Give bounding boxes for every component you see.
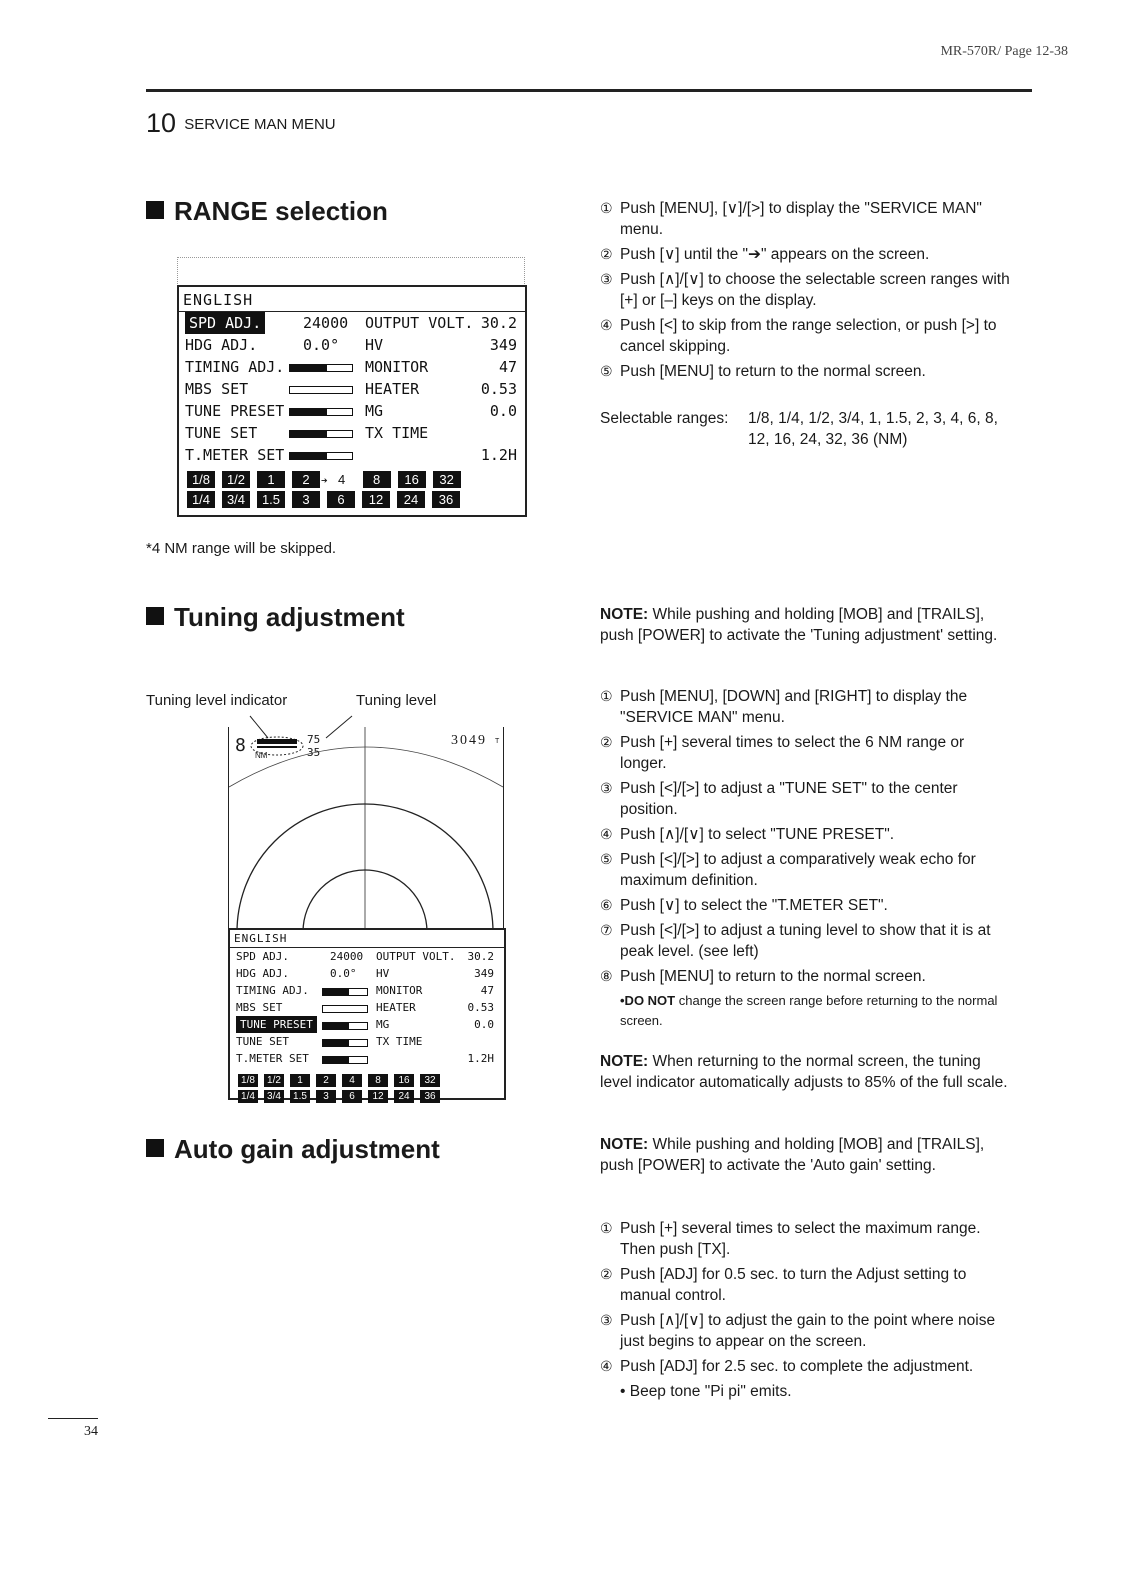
panel-row-right-value: 349 — [474, 967, 494, 980]
range-key-32: 32 — [433, 471, 461, 488]
radar-rings-graphic — [229, 727, 503, 932]
range-key-1.5: 1.5 — [257, 491, 285, 508]
range-step-1: ① Push [MENU], [∨]/[>] to display the "SERVICE MAN" menu. — [600, 200, 982, 238]
range-key-1-2: 1/2 — [264, 1074, 284, 1087]
range-key-12: 12 — [362, 491, 390, 508]
tuning-step-2: ② Push [+] several times to select the 6 NM range or longer. — [600, 734, 965, 772]
document-reference: MR-570R/ Page 12-38 — [940, 44, 1068, 59]
autogain-sub-note: • Beep tone "Pi pi" emits. — [620, 1383, 792, 1400]
panel-row-value: 0.0° — [330, 967, 357, 980]
page-number: 34 — [84, 1424, 98, 1439]
range-key-24: 24 — [397, 491, 425, 508]
panel-row-right-value: 1.2H — [480, 446, 517, 464]
tuning-note — [600, 604, 1012, 646]
range-step-4: ④ Push [<] to skip from the range selection, or push [>] to cancel skipping. — [600, 317, 997, 355]
panel-row-right-value: 30.2 — [480, 314, 517, 332]
panel-row-right-label: HEATER — [365, 380, 420, 398]
panel-row-label: HDG ADJ. — [185, 336, 258, 354]
range-heading: RANGE selection — [146, 196, 388, 227]
tuning-step-5: ⑤ Push [<]/[>] to adjust a comparatively weak echo for maximum definition. — [600, 851, 976, 889]
panel-row-right-label: OUTPUT VOLT. — [376, 950, 456, 963]
panel-row-right-label: HV — [376, 967, 390, 980]
tuning-settings-panel — [228, 928, 506, 1100]
scope-range-unit: NM — [255, 751, 268, 760]
panel-row-label: TIMING ADJ. — [185, 358, 285, 376]
panel-row-right-value: 0.53 — [467, 1001, 494, 1014]
panel-row — [179, 444, 525, 466]
tuning-note-2-text: When returning to the normal screen, the tuning level indicator automatically adjusts to 85% of the full scale. — [600, 1053, 1008, 1091]
range-step-3: ③ Push [∧]/[∨] to choose the selectable screen ranges with [+] or [–] keys on the display. — [600, 271, 1010, 309]
range-key-1-2: 1/2 — [222, 471, 250, 488]
panel-row-level-bar — [289, 452, 353, 460]
level-bar-fill — [290, 453, 327, 459]
autogain-note-text: While pushing and holding [MOB] and [TRAILS], push [POWER] to activate the 'Auto gain' setting. — [600, 1136, 985, 1174]
panel-language: ENGLISH — [230, 930, 504, 948]
tuning-step-4: ④ Push [∧]/[∨] to select "TUNE PRESET". — [600, 826, 895, 843]
panel-row-level-bar — [289, 386, 353, 394]
selectable-ranges-values: 1/8, 1/4, 1/2, 3/4, 1, 1.5, 2, 3, 4, 6, 8, 12, 16, 24, 32, 36 (NM) — [748, 410, 998, 448]
autogain-heading: Auto gain adjustment — [146, 1134, 440, 1165]
panel-row-right-value: 30.2 — [467, 950, 494, 963]
range-key-16: 16 — [394, 1074, 414, 1087]
chapter-title: SERVICE MAN MENU — [184, 116, 336, 133]
range-key-8: 8 — [363, 471, 391, 488]
scope-tuning-level-bottom: 35 — [307, 746, 321, 759]
range-key-4: 4 — [342, 1074, 362, 1087]
panel-row-label: TUNE SET — [185, 424, 258, 442]
panel-row — [230, 1016, 504, 1033]
tuning-warning — [600, 991, 1012, 1031]
panel-row-level-bar — [289, 364, 353, 372]
range-key-32: 32 — [420, 1074, 440, 1087]
panel-row — [179, 356, 525, 378]
range-key-1-8: 1/8 — [187, 471, 215, 488]
panel-row — [230, 982, 504, 999]
autogain-note-label: NOTE: — [600, 1136, 649, 1153]
scope-bearing-unit: T — [495, 738, 500, 745]
panel-row-level-bar — [322, 1005, 368, 1013]
range-step-5: ⑤ Push [MENU] to return to the normal screen. — [600, 363, 926, 380]
autogain-step-4: ④ Push [ADJ] for 2.5 sec. to complete the adjustment. — [600, 1358, 974, 1375]
autogain-note — [600, 1134, 1012, 1176]
panel-row-label: TUNE SET — [236, 1035, 289, 1048]
tuning-step-3: ③ Push [<]/[>] to adjust a "TUNE SET" to the center position. — [600, 780, 958, 818]
range-key-1-8: 1/8 — [238, 1074, 258, 1087]
panel-row-right-label: OUTPUT VOLT. — [365, 314, 474, 332]
range-key-36: 36 — [420, 1090, 440, 1103]
panel-row-level-bar — [322, 988, 368, 996]
panel-row — [230, 965, 504, 982]
chapter-heading — [146, 108, 336, 139]
panel-row-label: HDG ADJ. — [236, 967, 289, 980]
level-bar-fill — [323, 1057, 349, 1063]
panel-row-value: 24000 — [330, 950, 364, 963]
range-button-row — [179, 490, 525, 508]
tuning-note-2 — [600, 1051, 1012, 1093]
tuning-warning-text: change the screen range before returning to the normal screen. — [620, 993, 998, 1028]
range-key-16: 16 — [398, 471, 426, 488]
panel-row-right-label: HEATER — [376, 1001, 416, 1014]
panel-row-right-value: 0.0 — [489, 402, 517, 420]
range-key-8: 8 — [368, 1074, 388, 1087]
bullet-square-icon — [146, 607, 164, 625]
panel-row-label: SPD ADJ. — [236, 950, 289, 963]
range-key-1: 1 — [290, 1074, 310, 1087]
tuning-steps — [600, 686, 1012, 1093]
range-key-3: 3 — [316, 1090, 336, 1103]
chapter-number: 10 — [146, 108, 177, 138]
range-key-24: 24 — [394, 1090, 414, 1103]
panel-row — [230, 948, 504, 965]
panel-row — [230, 999, 504, 1016]
panel-language: ENGLISH — [179, 287, 525, 312]
level-bar-fill — [290, 431, 327, 437]
panel-row — [230, 1050, 504, 1067]
scope-bearing: 3049 — [451, 733, 487, 748]
panel-row-right-value: 0.0 — [474, 1018, 494, 1031]
autogain-step-2: ② Push [ADJ] for 0.5 sec. to turn the Adjust setting to manual control. — [600, 1266, 967, 1304]
footer-rule — [48, 1418, 98, 1419]
panel-row-right-label: MONITOR — [365, 358, 429, 376]
tuning-step-6: ⑥ Push [∨] to select the "T.METER SET". — [600, 897, 888, 914]
panel-row-label: T.METER SET — [236, 1052, 309, 1065]
panel-row-value: 0.0° — [303, 336, 340, 354]
level-bar-fill — [290, 409, 327, 415]
range-step-2: ② Push [∨] until the "➔" appears on the screen. — [600, 246, 930, 263]
panel-row-label: MBS SET — [185, 380, 249, 398]
range-settings-panel — [177, 285, 527, 517]
header-rule — [146, 89, 1032, 92]
panel-row-right-label: HV — [365, 336, 384, 354]
range-key-1: 1 — [257, 471, 285, 488]
range-footnote: *4 NM range will be skipped. — [146, 540, 337, 557]
bullet-square-icon — [146, 1139, 164, 1157]
tuning-level-indicator-label: Tuning level indicator — [146, 692, 288, 709]
range-key-36: 36 — [432, 491, 460, 508]
panel-row — [179, 312, 525, 334]
tuning-heading: Tuning adjustment — [146, 602, 405, 633]
autogain-step-1: ① Push [+] several times to select the maximum range. Then push [TX]. — [600, 1220, 981, 1258]
range-key-2: 2 — [292, 471, 320, 488]
panel-row — [179, 422, 525, 444]
panel-row — [179, 334, 525, 356]
panel-row — [179, 378, 525, 400]
panel-row-right-label: TX TIME — [376, 1035, 423, 1048]
level-bar-fill — [323, 1040, 349, 1046]
selectable-ranges — [600, 408, 1012, 450]
range-key-6: 6 — [342, 1090, 362, 1103]
range-key-12: 12 — [368, 1090, 388, 1103]
skip-arrow-icon: ➔ — [321, 474, 328, 487]
autogain-steps — [600, 1218, 1012, 1402]
level-bar-fill — [290, 365, 327, 371]
selectable-ranges-label: Selectable ranges: — [600, 410, 729, 427]
panel-row-label: T.METER SET — [185, 446, 285, 464]
panel-row-right-value: 0.53 — [480, 380, 517, 398]
tuning-note-label: NOTE: — [600, 606, 649, 623]
panel-row-level-bar — [322, 1039, 368, 1047]
range-key-4-skipped: 4 — [338, 472, 346, 487]
range-button-row — [230, 1073, 504, 1087]
range-steps — [600, 198, 1012, 450]
range-key-6: 6 — [327, 491, 355, 508]
range-key-3: 3 — [292, 491, 320, 508]
panel-row-right-value: 1.2H — [467, 1052, 494, 1065]
level-bar-fill — [323, 989, 349, 995]
panel-row-value: 24000 — [303, 314, 349, 332]
level-bar-fill — [323, 1023, 349, 1029]
panel-row-level-bar — [322, 1056, 368, 1064]
bullet-square-icon — [146, 201, 164, 219]
range-key-3-4: 3/4 — [264, 1090, 284, 1103]
panel-row-right-label: TX TIME — [365, 424, 429, 442]
panel-row-level-bar — [322, 1022, 368, 1030]
panel-row-level-bar — [289, 408, 353, 416]
range-button-row — [179, 470, 525, 488]
panel-row-label: TIMING ADJ. — [236, 984, 309, 997]
range-panel-header-area — [177, 257, 525, 288]
scope-range: 8 — [235, 735, 246, 756]
autogain-step-3: ③ Push [∧]/[∨] to adjust the gain to the point where noise just begins to appear on the screen. — [600, 1312, 996, 1350]
tuning-step-7: ⑦ Push [<]/[>] to adjust a tuning level to show that it is at peak level. (see left) — [600, 922, 991, 960]
tuning-step-1: ① Push [MENU], [DOWN] and [RIGHT] to display the "SERVICE MAN" menu. — [600, 688, 968, 726]
range-key-1-4: 1/4 — [238, 1090, 258, 1103]
panel-row-label: TUNE PRESET — [236, 1016, 317, 1033]
tuning-warning-label: •DO NOT — [620, 993, 676, 1008]
panel-row-right-value: 349 — [489, 336, 517, 354]
panel-row-level-bar — [289, 430, 353, 438]
panel-row — [230, 1033, 504, 1050]
panel-row-right-value: 47 — [498, 358, 517, 376]
scope-tuning-level-top: 75 — [307, 733, 321, 746]
panel-row-right-label: MG — [365, 402, 384, 420]
panel-row-right-value: 47 — [480, 984, 494, 997]
panel-row-label: TUNE PRESET — [185, 402, 285, 420]
panel-row — [179, 400, 525, 422]
tuning-note-2-label: NOTE: — [600, 1053, 649, 1070]
range-key-3-4: 3/4 — [222, 491, 250, 508]
range-key-2: 2 — [316, 1074, 336, 1087]
radar-scope — [228, 727, 504, 932]
tuning-note-text: While pushing and holding [MOB] and [TRAILS], push [POWER] to activate the 'Tuning adjustment' setting. — [600, 606, 998, 644]
range-key-1.5: 1.5 — [290, 1090, 310, 1103]
tuning-step-8: ⑧ Push [MENU] to return to the normal screen. — [600, 968, 926, 985]
panel-row-label: SPD ADJ. — [185, 312, 265, 334]
panel-row-right-label: MG — [376, 1018, 390, 1031]
range-button-row — [230, 1089, 504, 1103]
panel-row-label: MBS SET — [236, 1001, 283, 1014]
range-key-1-4: 1/4 — [187, 491, 215, 508]
panel-row-right-label: MONITOR — [376, 984, 423, 997]
tuning-level-label: Tuning level — [356, 692, 437, 709]
